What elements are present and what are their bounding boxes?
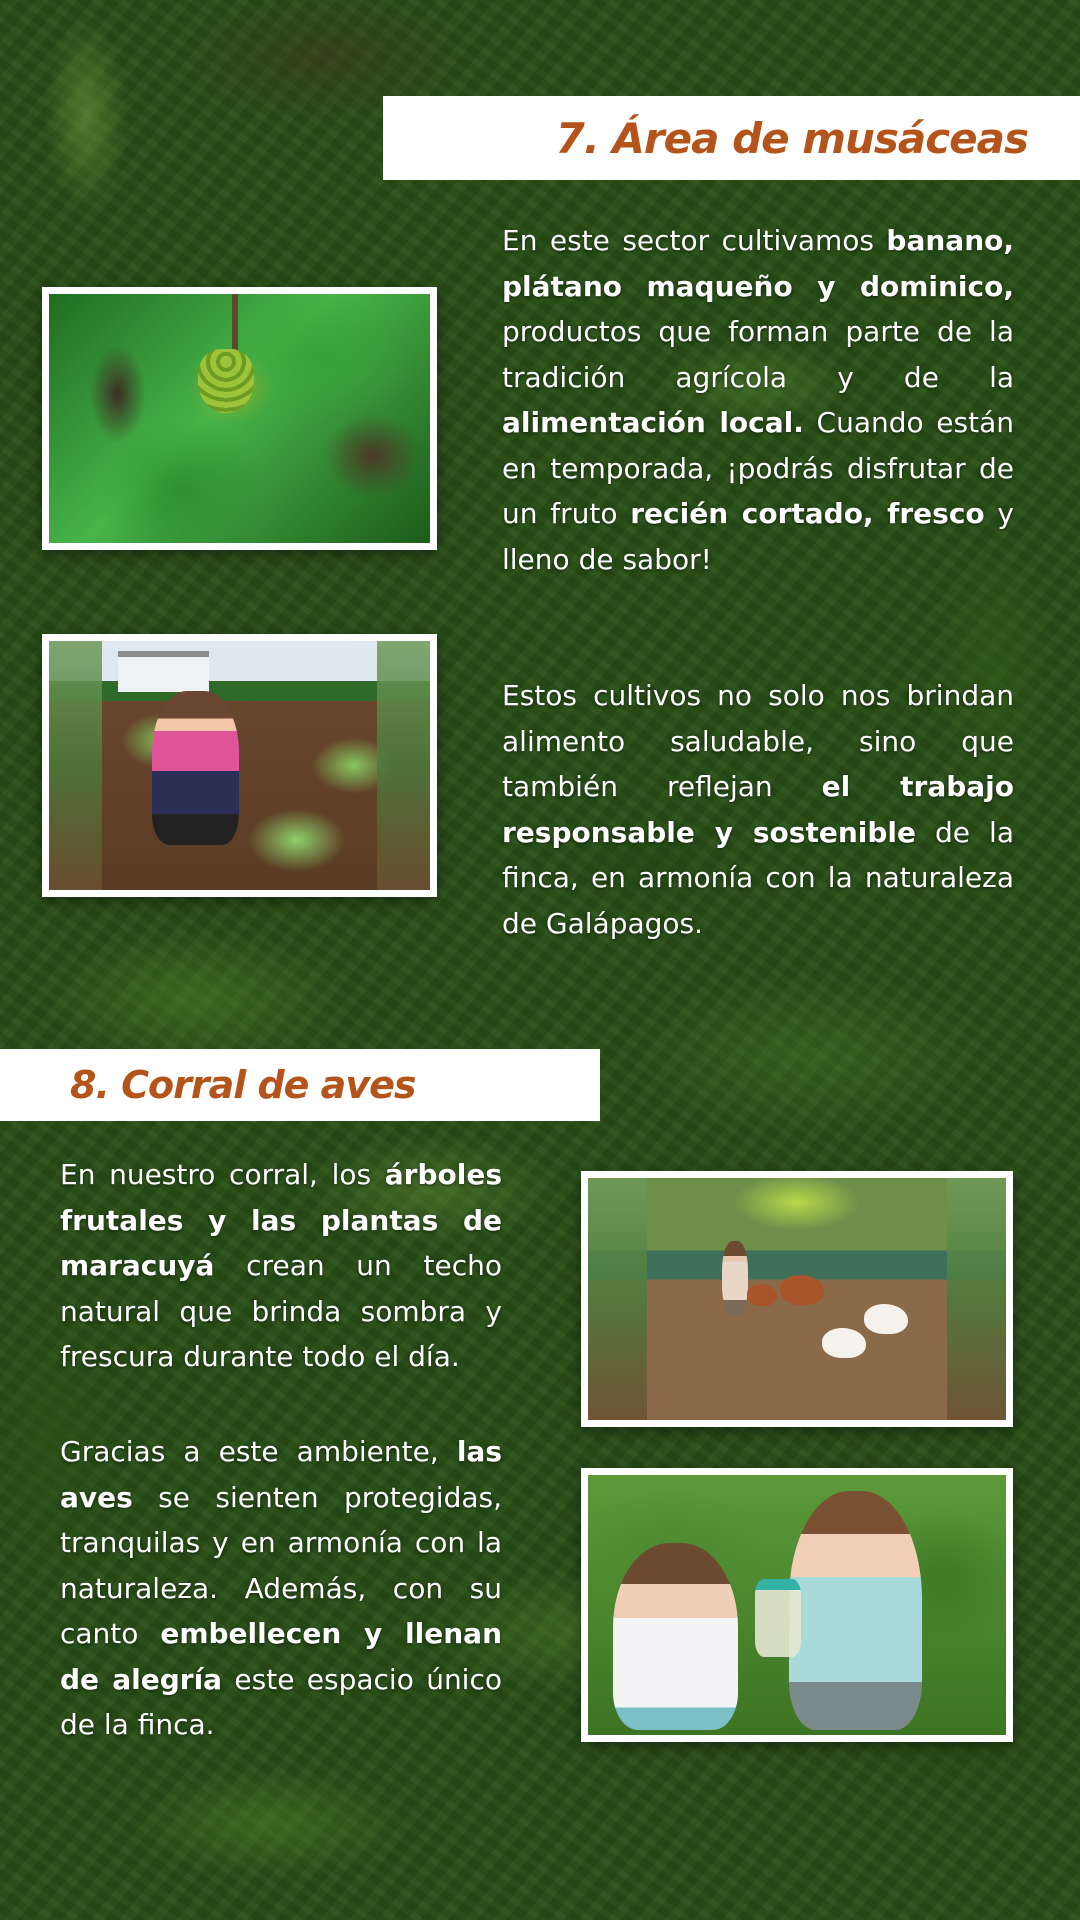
girl-chickens-photo (581, 1171, 1013, 1427)
text-segment: productos que forman parte de la tradición agrícola y de la (502, 315, 1014, 394)
text-segment: este espacio único de la finca. (60, 1662, 502, 1741)
text-segment: En este sector cultivamos (502, 224, 887, 257)
egg-jar (755, 1579, 801, 1657)
girl (722, 1241, 748, 1315)
text-segment: Cuando están en temporada, ¡podrás disfrutar de un fruto (502, 406, 1014, 530)
text-segment: y lleno de sabor! (502, 497, 1014, 576)
text-segment: Gracias a este ambiente, (60, 1435, 457, 1468)
bold-text: el trabajo responsable y sostenible (502, 770, 1014, 849)
section-7-title-bar (383, 96, 1080, 180)
hen (747, 1284, 777, 1306)
section-8-title: 8. Corral de aves (70, 1063, 416, 1107)
section-7-title: 7. Área de musáceas (555, 113, 1028, 163)
section-8-paragraph-2 (60, 1429, 502, 1748)
girl-chickens-image (588, 1178, 1006, 1420)
banana-bunch (198, 349, 254, 413)
section-8-paragraph-1 (60, 1152, 502, 1380)
bold-text: alimentación local. (502, 406, 804, 439)
bold-text: árboles frutales y las plantas de maracuyá (60, 1158, 502, 1282)
section-7-paragraph-1 (502, 218, 1014, 582)
bold-text: recién cortado, fresco (630, 497, 985, 530)
toddler (613, 1543, 738, 1730)
blur-right (947, 1178, 1006, 1420)
bold-text: las aves (60, 1435, 502, 1514)
girl-with-jar (789, 1491, 923, 1730)
child-cabbage-image (49, 641, 430, 890)
bold-text: banano, plátano maqueño y dominico, (502, 224, 1014, 303)
text-segment: En nuestro corral, los (60, 1158, 385, 1191)
child (152, 691, 240, 845)
hen (780, 1275, 824, 1305)
hen (864, 1304, 908, 1334)
section-8-title-bar (0, 1049, 600, 1121)
blur-left (49, 641, 102, 890)
two-girls-eggs-photo (581, 1468, 1013, 1742)
text-segment: crean un techo natural que brinda sombra y frescura durante todo el día. (60, 1249, 502, 1373)
text-segment: de la finca, en armonía con la naturaleza de Galápagos. (502, 815, 1014, 940)
text-segment: se sienten protegidas, tranquilas y en armonía con la naturaleza. Además, con su canto (60, 1480, 502, 1650)
text-segment: Estos cultivos no solo nos brindan alimento saludable, sino que también reflejan (502, 679, 1014, 803)
blur-left (588, 1178, 647, 1420)
section-7-paragraph-2 (502, 673, 1014, 946)
two-girls-eggs-image (588, 1475, 1006, 1735)
banana-plant-image (49, 294, 430, 543)
blur-right (377, 641, 430, 890)
hen (822, 1328, 866, 1358)
child-cabbage-photo (42, 634, 437, 897)
banana-plant-photo (42, 287, 437, 550)
bold-text: embellecen y llenan de alegría (60, 1617, 502, 1696)
house (118, 651, 209, 692)
